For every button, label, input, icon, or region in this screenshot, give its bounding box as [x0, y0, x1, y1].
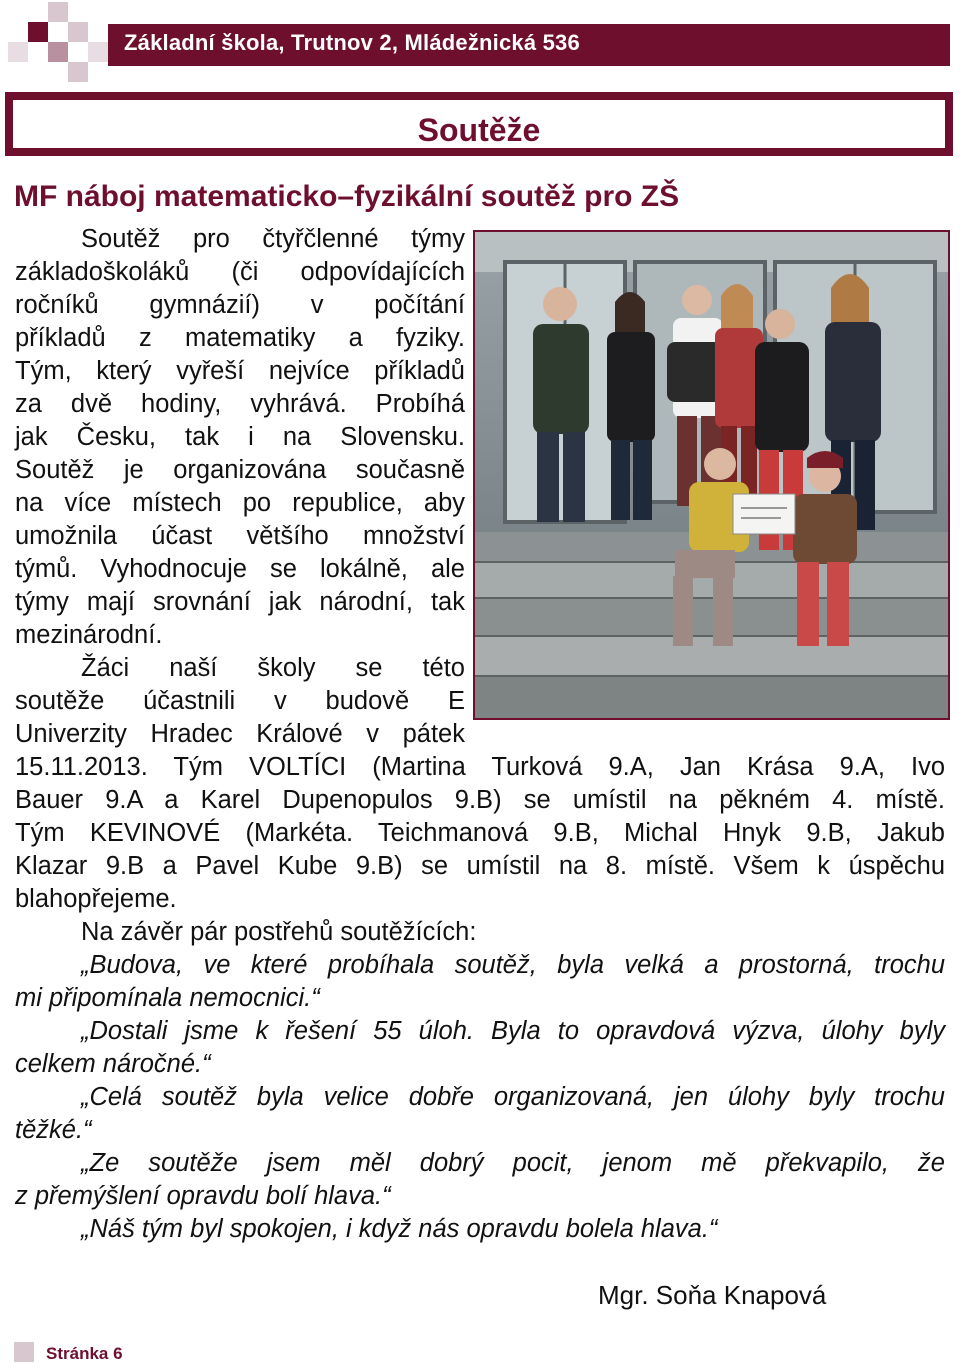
- text-line: Soutěž je organizována současně: [15, 456, 465, 484]
- team-photo: [473, 230, 950, 720]
- article-title: MF náboj matematicko–fyzikální soutěž pro ZŠ: [14, 180, 680, 213]
- text-line: 15.11.2013. Tým VOLTÍCI (Martina Turková 9.A, Jan Krása 9.A, Ivo: [15, 753, 945, 781]
- text-line: na více místech po republice, aby: [15, 489, 465, 517]
- school-name: Základní škola, Trutnov 2, Mládežnická 536: [124, 30, 580, 55]
- page-number: Stránka 6: [46, 1344, 123, 1363]
- quote-line: „Budova, ve které probíhala soutěž, byla velká a prostorná, trochu: [81, 951, 945, 979]
- section-heading-inner: [11, 98, 947, 150]
- text-line: blahopřejeme.: [15, 885, 177, 913]
- text-line: ročníků gymnázií) v počítání: [15, 291, 465, 319]
- quote-line: mi připomínala nemocnici.“: [15, 984, 320, 1012]
- text-line: Bauer 9.A a Karel Dupenopulos 9.B) se umístil na pěkném 4. místě.: [15, 786, 945, 814]
- signature: Mgr. Soňa Knapová: [598, 1280, 827, 1310]
- quote-line: z přemýšlení opravdu bolí hlava.“: [15, 1182, 391, 1210]
- quotes-intro: Na závěr pár postřehů soutěžících:: [81, 918, 477, 946]
- text-line: příkladů z matematiky a fyziky.: [15, 324, 465, 352]
- text-line: základoškoláků (či odpovídajících: [15, 258, 465, 286]
- text-line: Tým KEVINOVÉ (Markéta. Teichmanová 9.B, Michal Hnyk 9.B, Jakub: [15, 819, 945, 847]
- paragraph-results: [15, 751, 945, 949]
- decor-square: [28, 22, 48, 42]
- diploma: [733, 494, 795, 534]
- header-decoration: [0, 0, 110, 92]
- decor-square: [48, 42, 68, 62]
- footer-square: [14, 1342, 34, 1362]
- quote-line: „Celá soutěž byla velice dobře organizovaná, jen úlohy byly trochu: [81, 1083, 945, 1111]
- quote-line: celkem náročné.“: [15, 1050, 211, 1078]
- section-heading-frame: [5, 92, 953, 156]
- quote-line: „Dostali jsme k řešení 55 úloh. Byla to opravdová výzva, úlohy byly: [81, 1017, 945, 1045]
- decor-square: [68, 22, 88, 42]
- decor-square: [48, 2, 68, 22]
- text-line: mezinárodní.: [15, 621, 163, 649]
- text-line: Klazar 9.B a Pavel Kube 9.B) se umístil na 8. místě. Všem k úspěchu: [15, 852, 945, 880]
- decor-square: [88, 42, 108, 62]
- decor-square: [8, 42, 28, 62]
- quote-line: „Náš tým byl spokojen, i když nás opravdu bolela hlava.“: [81, 1215, 718, 1243]
- quote-line: těžké.“: [15, 1116, 92, 1144]
- text-line: Žáci naší školy se této: [81, 654, 465, 682]
- text-line: Soutěž pro čtyřčlenné týmy: [81, 225, 465, 253]
- text-line: jak Česku, tak i na Slovensku.: [15, 423, 465, 451]
- paragraph-intro: [15, 223, 465, 751]
- text-line: týmy mají srovnání jak národní, tak: [15, 588, 465, 616]
- decor-square: [68, 62, 88, 82]
- text-line: umožnila účast většího množství: [15, 522, 465, 550]
- quote-line: „Ze soutěže jsem měl dobrý pocit, jenom mě překvapilo, že: [81, 1149, 945, 1177]
- quotes-block: [15, 949, 945, 1246]
- text-line: týmů. Vyhodnocuje se lokálně, ale: [15, 555, 465, 583]
- section-title: Soutěže: [417, 112, 541, 148]
- text-line: za dvě hodiny, vyhrává. Probíhá: [15, 390, 465, 418]
- team-photo-illustration: [475, 232, 948, 718]
- text-line: soutěže účastnili v budově E: [15, 687, 465, 715]
- text-line: Tým, který vyřeší nejvíce příkladů: [15, 357, 465, 385]
- text-line: Univerzity Hradec Králové v pátek: [15, 720, 465, 748]
